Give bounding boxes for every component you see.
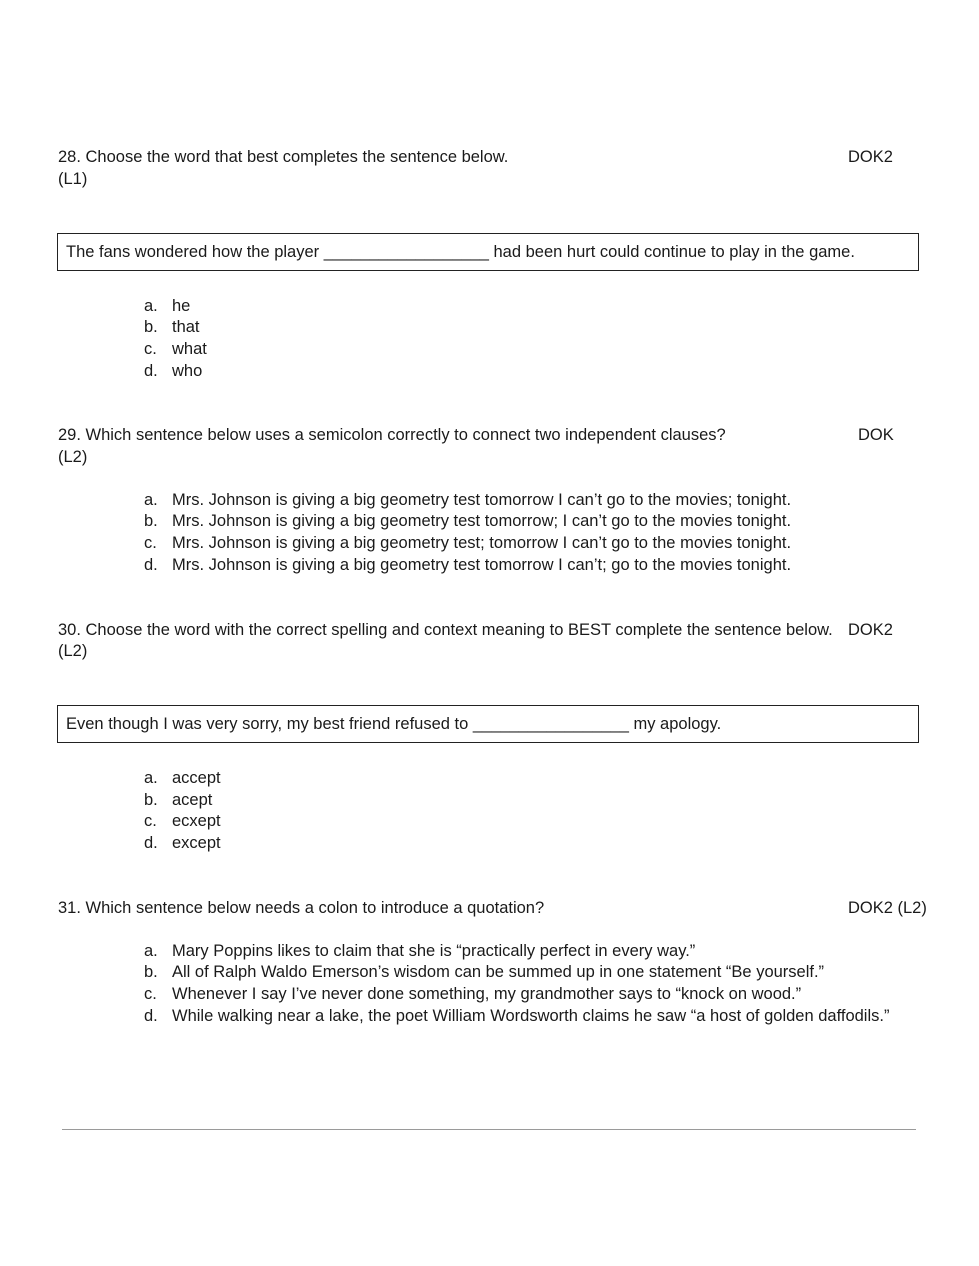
option-letter: c. <box>144 340 157 358</box>
standard-code: (L2) <box>58 642 88 660</box>
option-letter: d. <box>144 556 158 574</box>
option-text: who <box>172 362 203 380</box>
option-text: Whenever I say I’ve never done something, my grandmother says to “knock on wood.” <box>172 985 802 1003</box>
option-text: Mrs. Johnson is giving a big geometry test tomorrow I can’t go to the movies; tonight. <box>172 491 792 509</box>
option-text: All of Ralph Waldo Emerson’s wisdom can be summed up in one statement “Be yourself.” <box>172 963 825 981</box>
standard-code: (L2) <box>58 448 88 466</box>
option-text: accept <box>172 769 221 787</box>
option-letter: b. <box>144 512 158 530</box>
sentence-text: Even though I was very sorry, my best friend refused to _________________ my apology. <box>66 715 722 733</box>
sentence-box <box>57 705 919 743</box>
option-text: what <box>172 340 207 358</box>
sentence-box <box>57 233 919 271</box>
option-letter: b. <box>144 318 158 336</box>
footer-divider <box>62 1129 916 1130</box>
sentence-text: The fans wondered how the player __________________ had been hurt could continue to play in the game. <box>66 243 855 261</box>
option-letter: a. <box>144 297 158 315</box>
option-letter: a. <box>144 769 158 787</box>
option-letter: b. <box>144 963 158 981</box>
option-text: Mrs. Johnson is giving a big geometry test tomorrow; I can’t go to the movies tonight. <box>172 512 792 530</box>
option-letter: c. <box>144 534 157 552</box>
option-text: except <box>172 834 221 852</box>
option-text: Mrs. Johnson is giving a big geometry test; tomorrow I can’t go to the movies tonight. <box>172 534 792 552</box>
option-text: acept <box>172 791 213 809</box>
dok-level: DOK <box>858 426 894 444</box>
question-prompt: 31. Which sentence below needs a colon to introduce a quotation? <box>58 899 545 917</box>
dok-level: DOK2 <box>848 148 893 166</box>
option-text: Mary Poppins likes to claim that she is “practically perfect in every way.” <box>172 942 696 960</box>
option-text: he <box>172 297 191 315</box>
option-letter: a. <box>144 491 158 509</box>
dok-level: DOK2 (L2) <box>848 899 927 917</box>
standard-code: (L1) <box>58 170 88 188</box>
option-letter: c. <box>144 812 157 830</box>
option-text: While walking near a lake, the poet William Wordsworth claims he saw “a host of golden daffodils.” <box>172 1007 890 1025</box>
option-letter: d. <box>144 1007 158 1025</box>
question-prompt: 30. Choose the word with the correct spelling and context meaning to BEST complete the sentence below. <box>58 621 833 639</box>
option-text: ecxept <box>172 812 221 830</box>
option-letter: a. <box>144 942 158 960</box>
option-letter: c. <box>144 985 157 1003</box>
option-text: that <box>172 318 200 336</box>
dok-level: DOK2 <box>848 621 893 639</box>
option-letter: d. <box>144 834 158 852</box>
option-letter: d. <box>144 362 158 380</box>
option-text: Mrs. Johnson is giving a big geometry test tomorrow I can’t; go to the movies tonight. <box>172 556 792 574</box>
question-prompt: 29. Which sentence below uses a semicolon correctly to connect two independent clauses? <box>58 426 726 444</box>
question-prompt: 28. Choose the word that best completes the sentence below. <box>58 148 509 166</box>
option-letter: b. <box>144 791 158 809</box>
